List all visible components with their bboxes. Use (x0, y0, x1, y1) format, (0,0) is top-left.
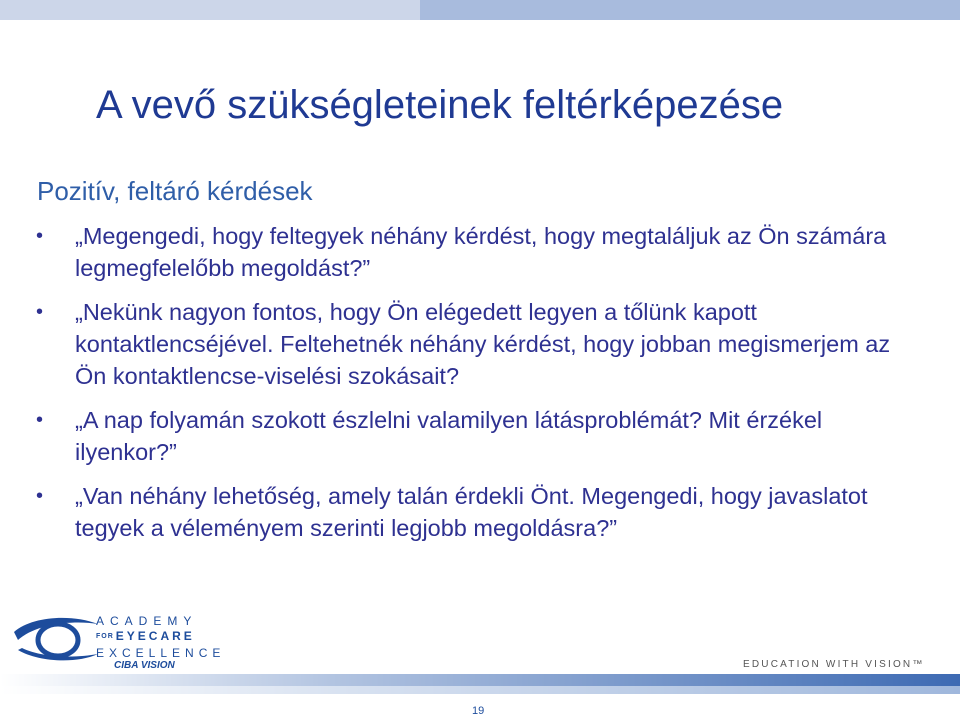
top-bar-light-segment (0, 0, 420, 20)
logo-excellence: EXCELLENCE (96, 646, 226, 660)
slide-subtitle: Pozitív, feltáró kérdések (37, 176, 313, 206)
bullet-list (0, 220, 960, 556)
bullet-text: „Van néhány lehetőség, amely talán érdekli Önt. Megengedi, hogy javaslatot tegyek a véleményem szerinti legjobb megoldásra?” (75, 483, 868, 541)
bullet-icon: • (36, 409, 44, 431)
logo-eyecare-text: EYECARE (115, 629, 195, 643)
logo-eyecare (96, 629, 195, 643)
bullet-icon: • (36, 485, 44, 507)
top-bar-mid-segment (420, 0, 960, 20)
bullet-item (0, 296, 910, 392)
tagline: EDUCATION WITH VISION™ (743, 659, 925, 670)
bullet-item (0, 404, 910, 468)
bullet-item (0, 220, 910, 284)
bullet-icon: • (36, 225, 44, 247)
stripe-fade (0, 674, 960, 694)
bottom-stripe (0, 672, 960, 702)
ciba-vision-logo: CIBA VISION (114, 660, 175, 671)
eye-swoosh-icon (12, 610, 102, 666)
bullet-text: „Nekünk nagyon fontos, hogy Ön elégedett legyen a tőlünk kapott kontaktlencséjével. Feltehetnék néhány kérdést, hogy jobban megismerjem az Ön kontaktlencse-viselési szokásait? (75, 299, 891, 389)
bullet-text: „A nap folyamán szokott észlelni valamilyen látásproblémát? Mit érzékel ilyenkor?” (75, 407, 823, 465)
eye-pupil (50, 633, 66, 647)
bullet-item (0, 480, 910, 544)
academy-logo (12, 610, 226, 674)
bullet-text: „Megengedi, hogy feltegyek néhány kérdést, hogy megtaláljuk az Ön számára legmegfelelőbb megoldást?” (75, 223, 887, 281)
top-decorative-bar (0, 0, 960, 20)
logo-for: FOR (96, 633, 114, 641)
logo-academy: ACADEMY (96, 614, 198, 628)
slide-title: A vevő szükségleteinek feltérképezése (96, 83, 784, 127)
page-number: 19 (472, 705, 485, 717)
bullet-icon: • (36, 301, 44, 323)
